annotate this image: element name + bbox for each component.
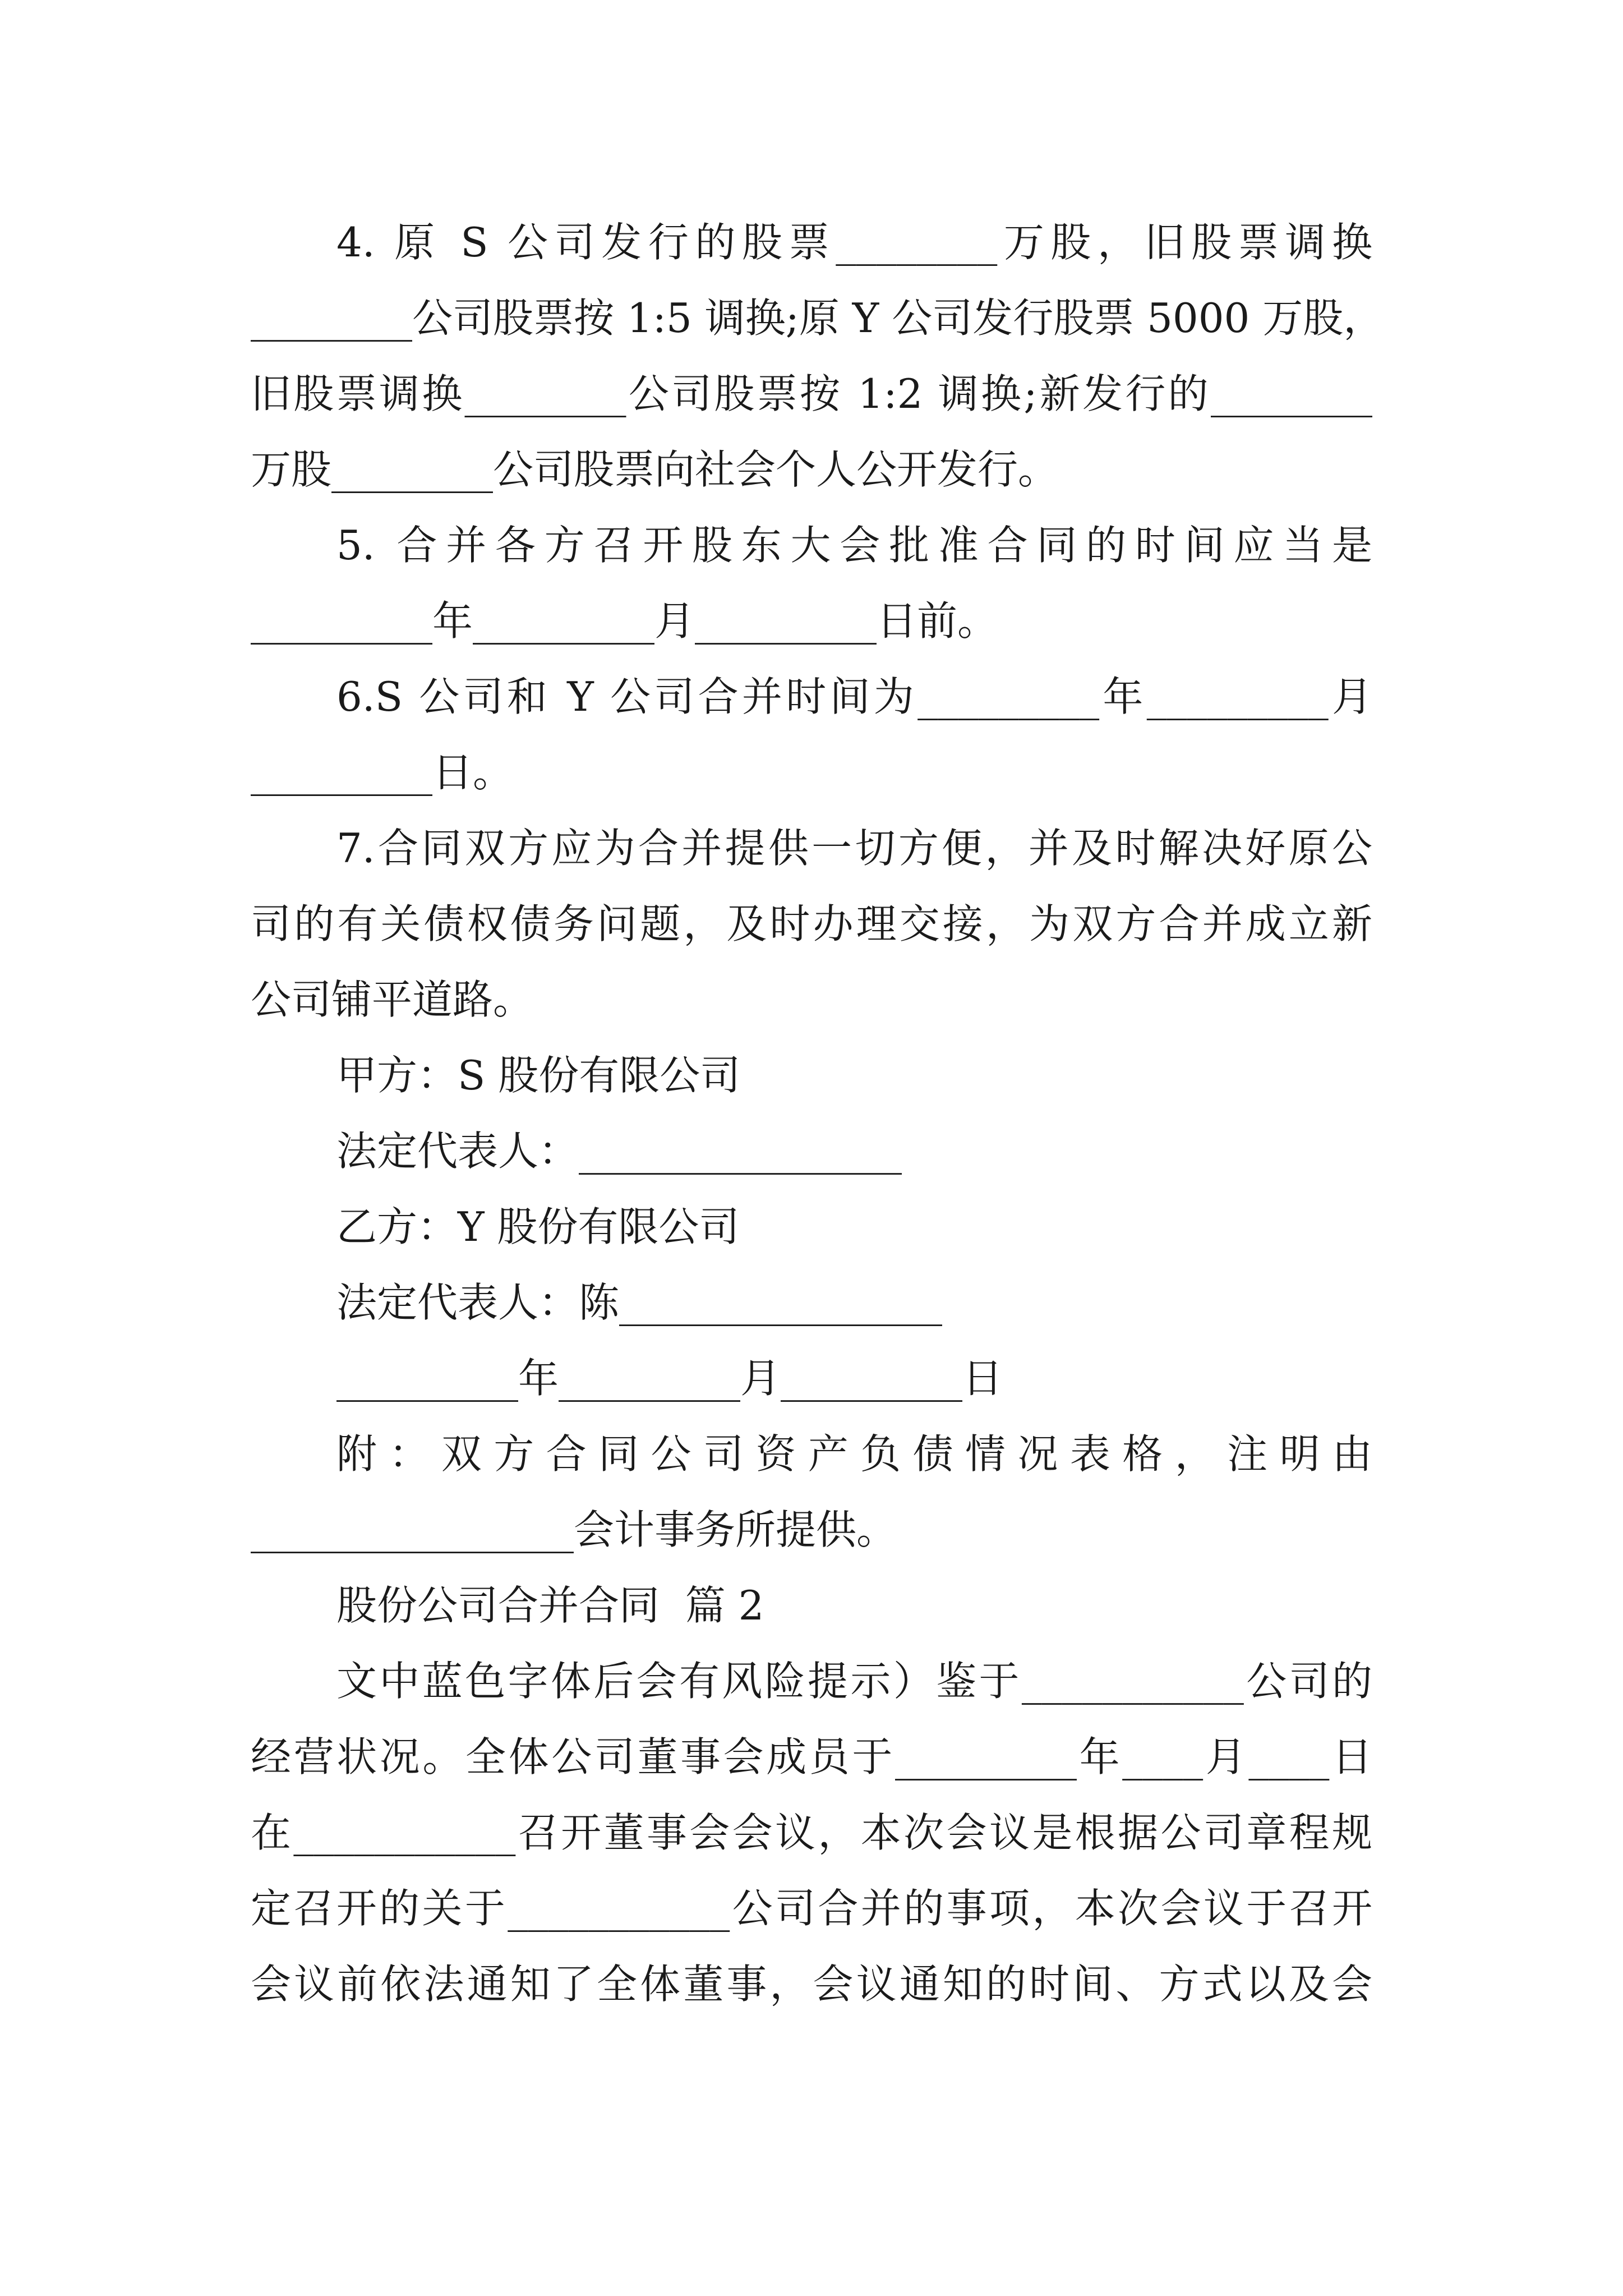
clause-7-line-3: 公司铺平道路。 — [251, 976, 534, 1023]
clause-7-line-2: 司的有关债权债务问题，及时办理交接，为双方合并成立新 — [251, 900, 1372, 947]
clause-6-line-2: _________日。 — [251, 749, 514, 796]
clause-4-line-2: ________公司股票按 1:5 调换;原 Y 公司发行股票 5000 万股， — [251, 295, 1384, 342]
clause-4-line-3: 旧股票调换________公司股票按 1:2 调换;新发行的________ — [251, 370, 1372, 417]
contract-2-line-1: 文中蓝色字体后会有风险提示）鉴于___________公司的 — [336, 1658, 1372, 1705]
party-b-representative: 法定代表人：陈________________ — [336, 1279, 943, 1326]
clause-5-line-1: 5. 合并各方召开股东大会批准合同的时间应当是 — [336, 522, 1372, 569]
contract-2-line-3: 在___________召开董事会会议，本次会议是根据公司章程规 — [251, 1809, 1372, 1856]
section-heading: 股份公司合并合同 篇 2 — [336, 1582, 764, 1629]
clause-5-line-2: _________年_________月_________日前。 — [251, 597, 998, 645]
party-b-line: 乙方：Y 股份有限公司 — [336, 1203, 740, 1250]
signature-date: _________年_________月_________日 — [336, 1355, 1003, 1402]
contract-2-line-4: 定召开的关于___________公司合并的事项，本次会议于召开 — [251, 1885, 1372, 1932]
clause-6-line-1: 6.S 公司和 Y 公司合并时间为_________年_________月 — [336, 673, 1372, 720]
appendix-line-2: ________________会计事务所提供。 — [251, 1506, 897, 1553]
party-a-representative: 法定代表人：________________ — [336, 1128, 902, 1175]
contract-2-line-2: 经营状况。全体公司董事会成员于_________年____月____日 — [251, 1733, 1372, 1780]
clause-4-line-1: 4. 原 S 公司发行的股票________万股，旧股票调换 — [336, 219, 1372, 266]
clause-7-line-1: 7.合同双方应为合并提供一切方便，并及时解决好原公 — [336, 825, 1372, 872]
party-a-line: 甲方：S 股份有限公司 — [336, 1052, 741, 1099]
appendix-line-1: 附：双方合同公司资产负债情况表格，注明由 — [336, 1430, 1372, 1478]
contract-2-line-5: 会议前依法通知了全体董事，会议通知的时间、方式以及会 — [251, 1961, 1372, 2008]
clause-4-line-4: 万股________公司股票向社会个人公开发行。 — [251, 446, 1059, 493]
